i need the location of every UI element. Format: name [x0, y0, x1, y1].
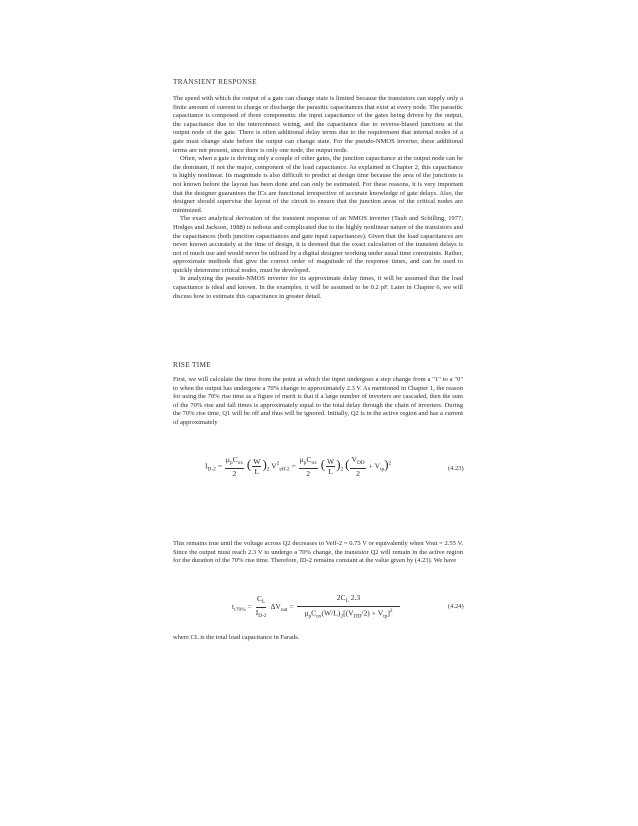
closing-body — [173, 634, 463, 643]
after-equation-body — [173, 540, 463, 566]
transient-body — [173, 95, 463, 301]
rise-time-body — [173, 376, 463, 428]
closing-line: where CL is the total load capacitance in Farads. — [173, 634, 300, 641]
transient-paragraph-1: The speed with which the output of a gate can change state is limited because the transistors can supply only a finite amount of current to charge or discharge the parasitic capacitances that exist at every node. The parasitic capacitance is composed of three components: the input capacitance of the gates being driven by the output, the capacitance due to the interconnect wiring, and the capacitance due to reverse-biased junctions at the output node of the gate. There is often additional delay terms due to the requirement that internal nodes of a gate must change state before the output can change state. For the pseudo-NMOS inverter, these additional terms are not present, since there is only one node, the output node. — [173, 95, 463, 154]
equation-4-23: $I_{D-2}$ = $\frac{\mu_pC_{ox}}{2}$ ( $\frac{W}{L}$ )$_2$ $V^2_{eff-2}$ = $\frac{\mu_pC_{ox}}{2}$ ( $\frac{W}{L}$ )$_2$ ( $\frac{V_{DD}}{2}$ + $V_{tp})^2$ — [205, 455, 392, 478]
equation-number-4-23: (4.23) — [448, 465, 464, 472]
equation-number-4-24: (4.24) — [448, 603, 464, 610]
after-equation-paragraph: This remains true until the voltage across Q2 decreases to Veff-2 = 0.75 V or equivalently when Vout = 2.55 V. Since the output must reach 2.3 V to undergo a 70% change, the transistor Q2 will remain in the active region for the duration of the 70% rise time. Therefore, ID-2 remains constant at the value given by (4.23). We have — [173, 540, 463, 565]
equation-4-24: $t_{r70\%}$ = $\frac{C_L}{I_{D-2}}$ $\Delta V_{out}$ = $\frac{2C_L 2.3}{\mu_pC_{ox}(W/L)_2[(V_{DD}/2) + V_{tp}]^2}$ — [232, 593, 401, 622]
transient-paragraph-3: The exact analytical derivation of the transient response of an NMOS inverter (Taub and Schilling, 1977; Hodges and Jackson, 1988) is tedious and complicated due to the highly nonlinear nature of the transistors and the capacitances (both junction capacitances and gate input capacitances). Given that the load capacitances are never known accurately at the time of design, it is deemed that the exact calculation of the transient delays is not of much use and would never be utilized by a digital designer working under usual time constraints. Rather, approximate methods that give the correct order of magnitude of the response times, and can be used to quickly determine critical nodes, must be developed. — [173, 215, 464, 274]
transient-paragraph-4: In analyzing the pseudo-NMOS inverter for its approximate delay times, it will be assumed that the load capacitance is ideal and known. In the examples, it will be assumed to be 0.2 pF. Later in Chapter 6, we will discuss how to estimate this capacitance in greater detail. — [173, 275, 463, 300]
transient-paragraph-2: Often, when a gate is driving only a couple of other gates, the junction capacitance at the output node can be the dominant, if not the major, component of the load capacitance. As explained in Chapter 2, this capacitance is highly nonlinear. Its magnitude is also difficult to predict at design time because the area of the junctions is not known before the layout has been done and can only be estimated. For these reasons, it is very important that the designer guarantees the ICs are functional irrespective of accurate knowledge of gate delays. Also, the designer should supervise the layout of the circuit to ensure that the junction areas of the critical nodes are minimized. — [173, 155, 463, 214]
section-heading-transient: TRANSIENT RESPONSE — [173, 78, 257, 86]
rise-time-paragraph: First, we will calculate the time from the point at which the input undergoes a step change from a "1" to a "0" to when the output has undergone a 70% change to approximately 2.3 V. As mentioned in Chapter 1, the reason for using the 70% rise time as a figure of merit is that if a large number of inverters are cascaded, then the sum of the 70% rise and fall times is approximately equal to the total delay through the chain of inverters. During the 70% rise time, Q1 will be off and thus will be ignored. Initially, Q2 is in the active region and has a current of approximately — [173, 376, 463, 426]
section-heading-rise-time: RISE TIME — [173, 361, 211, 369]
